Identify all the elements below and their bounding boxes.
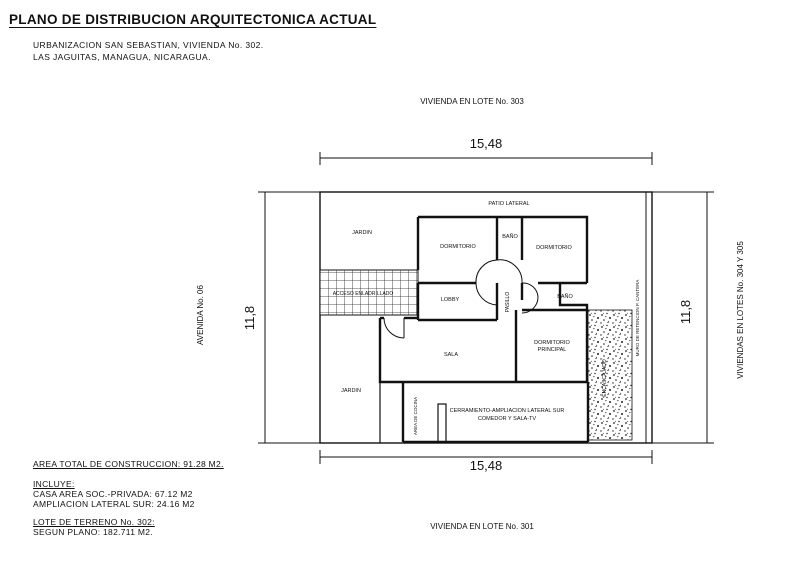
bath-1-label: BAÑO <box>502 234 518 240</box>
dimension-bottom-label: 15,48 <box>469 458 503 473</box>
extension-label-2: COMEDOR Y SALA-TV <box>477 416 537 422</box>
includes-note: INCLUYE: <box>33 479 75 489</box>
bedroom-2-label: DORMITORIO <box>536 245 572 251</box>
kitchen-counter <box>438 404 446 442</box>
dimension-right <box>652 192 714 443</box>
neighbor-bottom-label: VIVIENDA EN LOTE No. 301 <box>430 522 534 531</box>
page-title: PLANO DE DISTRIBUCION ARQUITECTONICA ACTUAL <box>9 12 377 27</box>
address-line-1: URBANIZACION SAN SEBASTIAN, VIVIENDA No. 302. <box>33 40 264 50</box>
bath-2-label: BAÑO <box>557 294 573 300</box>
address-line-2: LAS JAGUITAS, MANAGUA, NICARAGUA. <box>33 52 211 62</box>
house-area-note: CASA AREA SOC.-PRIVADA: 67.12 M2 <box>33 489 193 499</box>
neighbor-right-label: VIVIENDAS EN LOTES No. 304 Y 305 <box>736 241 745 379</box>
dimension-bottom <box>320 450 652 473</box>
bedroom-1-label: DORMITORIO <box>440 244 476 250</box>
master-bedroom-label-2: PRINCIPAL <box>537 347 567 353</box>
access-label: ACCESO ENLADRILLADO <box>332 291 394 297</box>
dimension-top-label: 15,48 <box>469 136 503 151</box>
living-room-label: SALA <box>443 352 459 358</box>
extension-label-1: CERRAMIENTO-AMPLIACION LATERAL SUR <box>449 408 565 414</box>
patio-label: PATIO LATERAL <box>488 201 530 207</box>
dimension-left-label: 11,8 <box>242 305 257 331</box>
lobby-label: LOBBY <box>440 297 460 303</box>
gravel-label: ENCASCAJADO <box>602 359 608 397</box>
lot-area-note: SEGUN PLANO: 182.711 M2. <box>33 527 153 537</box>
total-area-note: AREA TOTAL DE CONSTRUCCION: 91.28 M2. <box>33 459 224 469</box>
gravel-strip <box>588 310 632 440</box>
dimension-top <box>320 136 652 165</box>
extension-area-note: AMPLIACION LATERAL SUR: 24.16 M2 <box>33 499 195 509</box>
garden-bottom-label: JARDIN <box>341 388 361 394</box>
street-left-label: AVENIDA No. 06 <box>196 285 205 345</box>
lot-note: LOTE DE TERRENO No. 302: <box>33 517 155 527</box>
dimension-right-label: 11,8 <box>678 299 693 325</box>
garden-top-label: JARDIN <box>352 230 372 236</box>
kitchen-area-label: AREA DE COCINA <box>413 396 418 436</box>
retaining-wall-label: MURO DE RETENCION P. CANTERA <box>635 279 640 357</box>
master-bedroom-label-1: DORMITORIO <box>534 340 570 346</box>
neighbor-top-label: VIVIENDA EN LOTE No. 303 <box>420 97 524 106</box>
dimension-left <box>242 192 320 443</box>
hallway-label: PASILLO <box>505 291 511 313</box>
